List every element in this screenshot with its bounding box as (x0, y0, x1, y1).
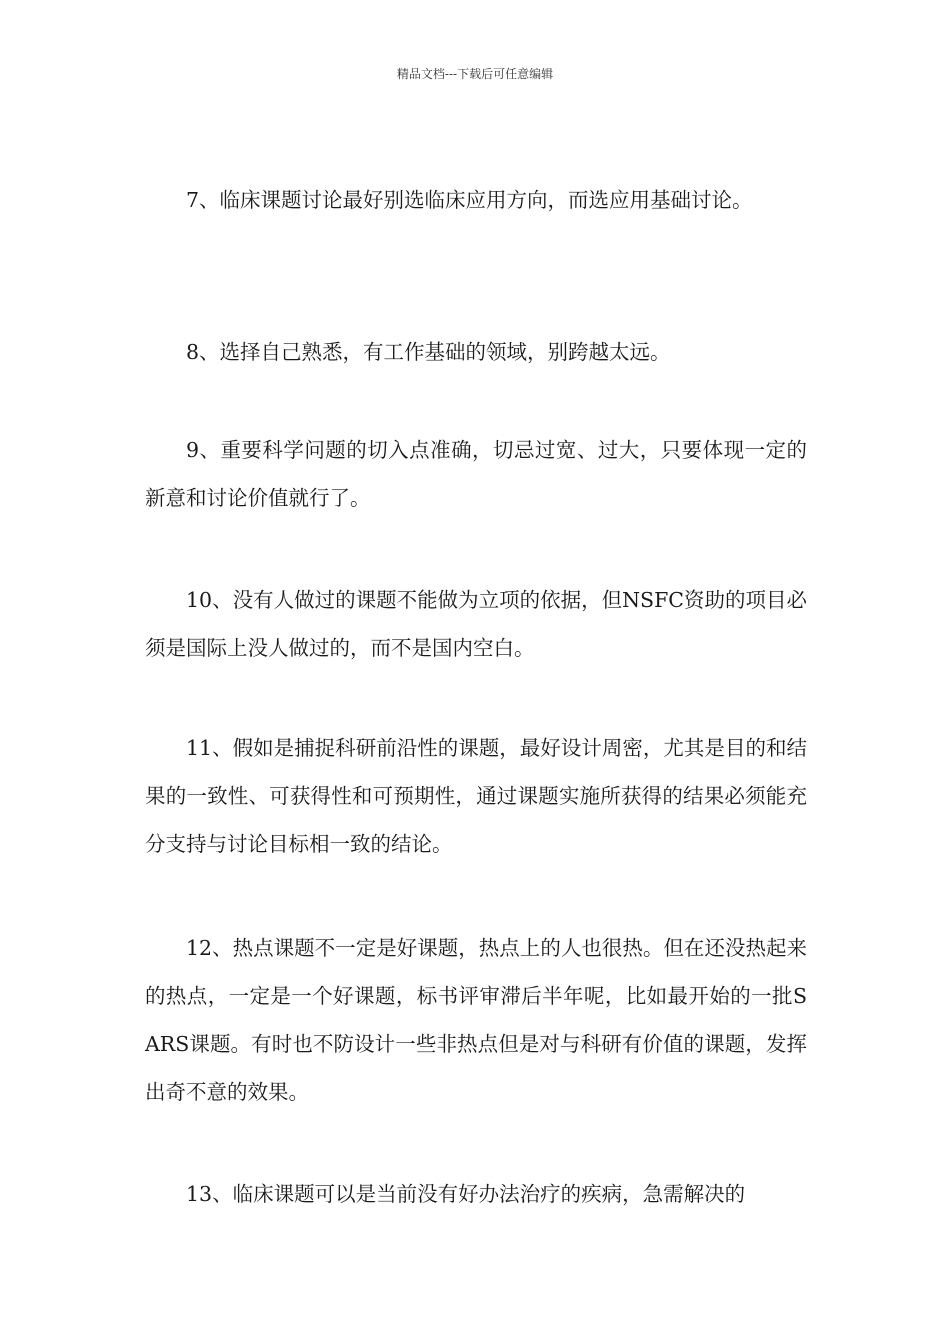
paragraph-item-11: 11、假如是捕捉科研前沿性的课题，最好设计周密，尤其是目的和结果的一致性、可获得性和可预期性，通过课题实施所获得的结果必须能充分支持与讨论目标相一致的结论。 (145, 736, 807, 856)
paragraph-item-10: 10、没有人做过的课题不能做为立项的依据，但NSFC资助的项目必须是国际上没人做过的，而不是国内空白。 (145, 588, 807, 660)
paragraph-item-13: 13、临床课题可以是当前没有好办法治疗的疾病，急需解决的 (186, 1182, 746, 1206)
page-header: 精品文档---下载后可任意编辑 (396, 67, 554, 81)
paragraph-item-12: 12、热点课题不一定是好课题，热点上的人也很热。但在还没热起来的热点，一定是一个好课题，标书评审滞后半年呢，比如最开始的一批SARS课题。有时也不防设计一些非热点但是对与科研有价值的课题，发挥出奇不意的效果。 (145, 936, 807, 1104)
paragraph-item-8: 8、选择自己熟悉，有工作基础的领域，别跨越太远。 (186, 340, 671, 364)
paragraph-item-9: 9、重要科学问题的切入点准确，切忌过宽、过大，只要体现一定的新意和讨论价值就行了。 (145, 438, 807, 510)
paragraph-item-7: 7、临床课题讨论最好别选临床应用方向，而选应用基础讨论。 (186, 188, 753, 212)
